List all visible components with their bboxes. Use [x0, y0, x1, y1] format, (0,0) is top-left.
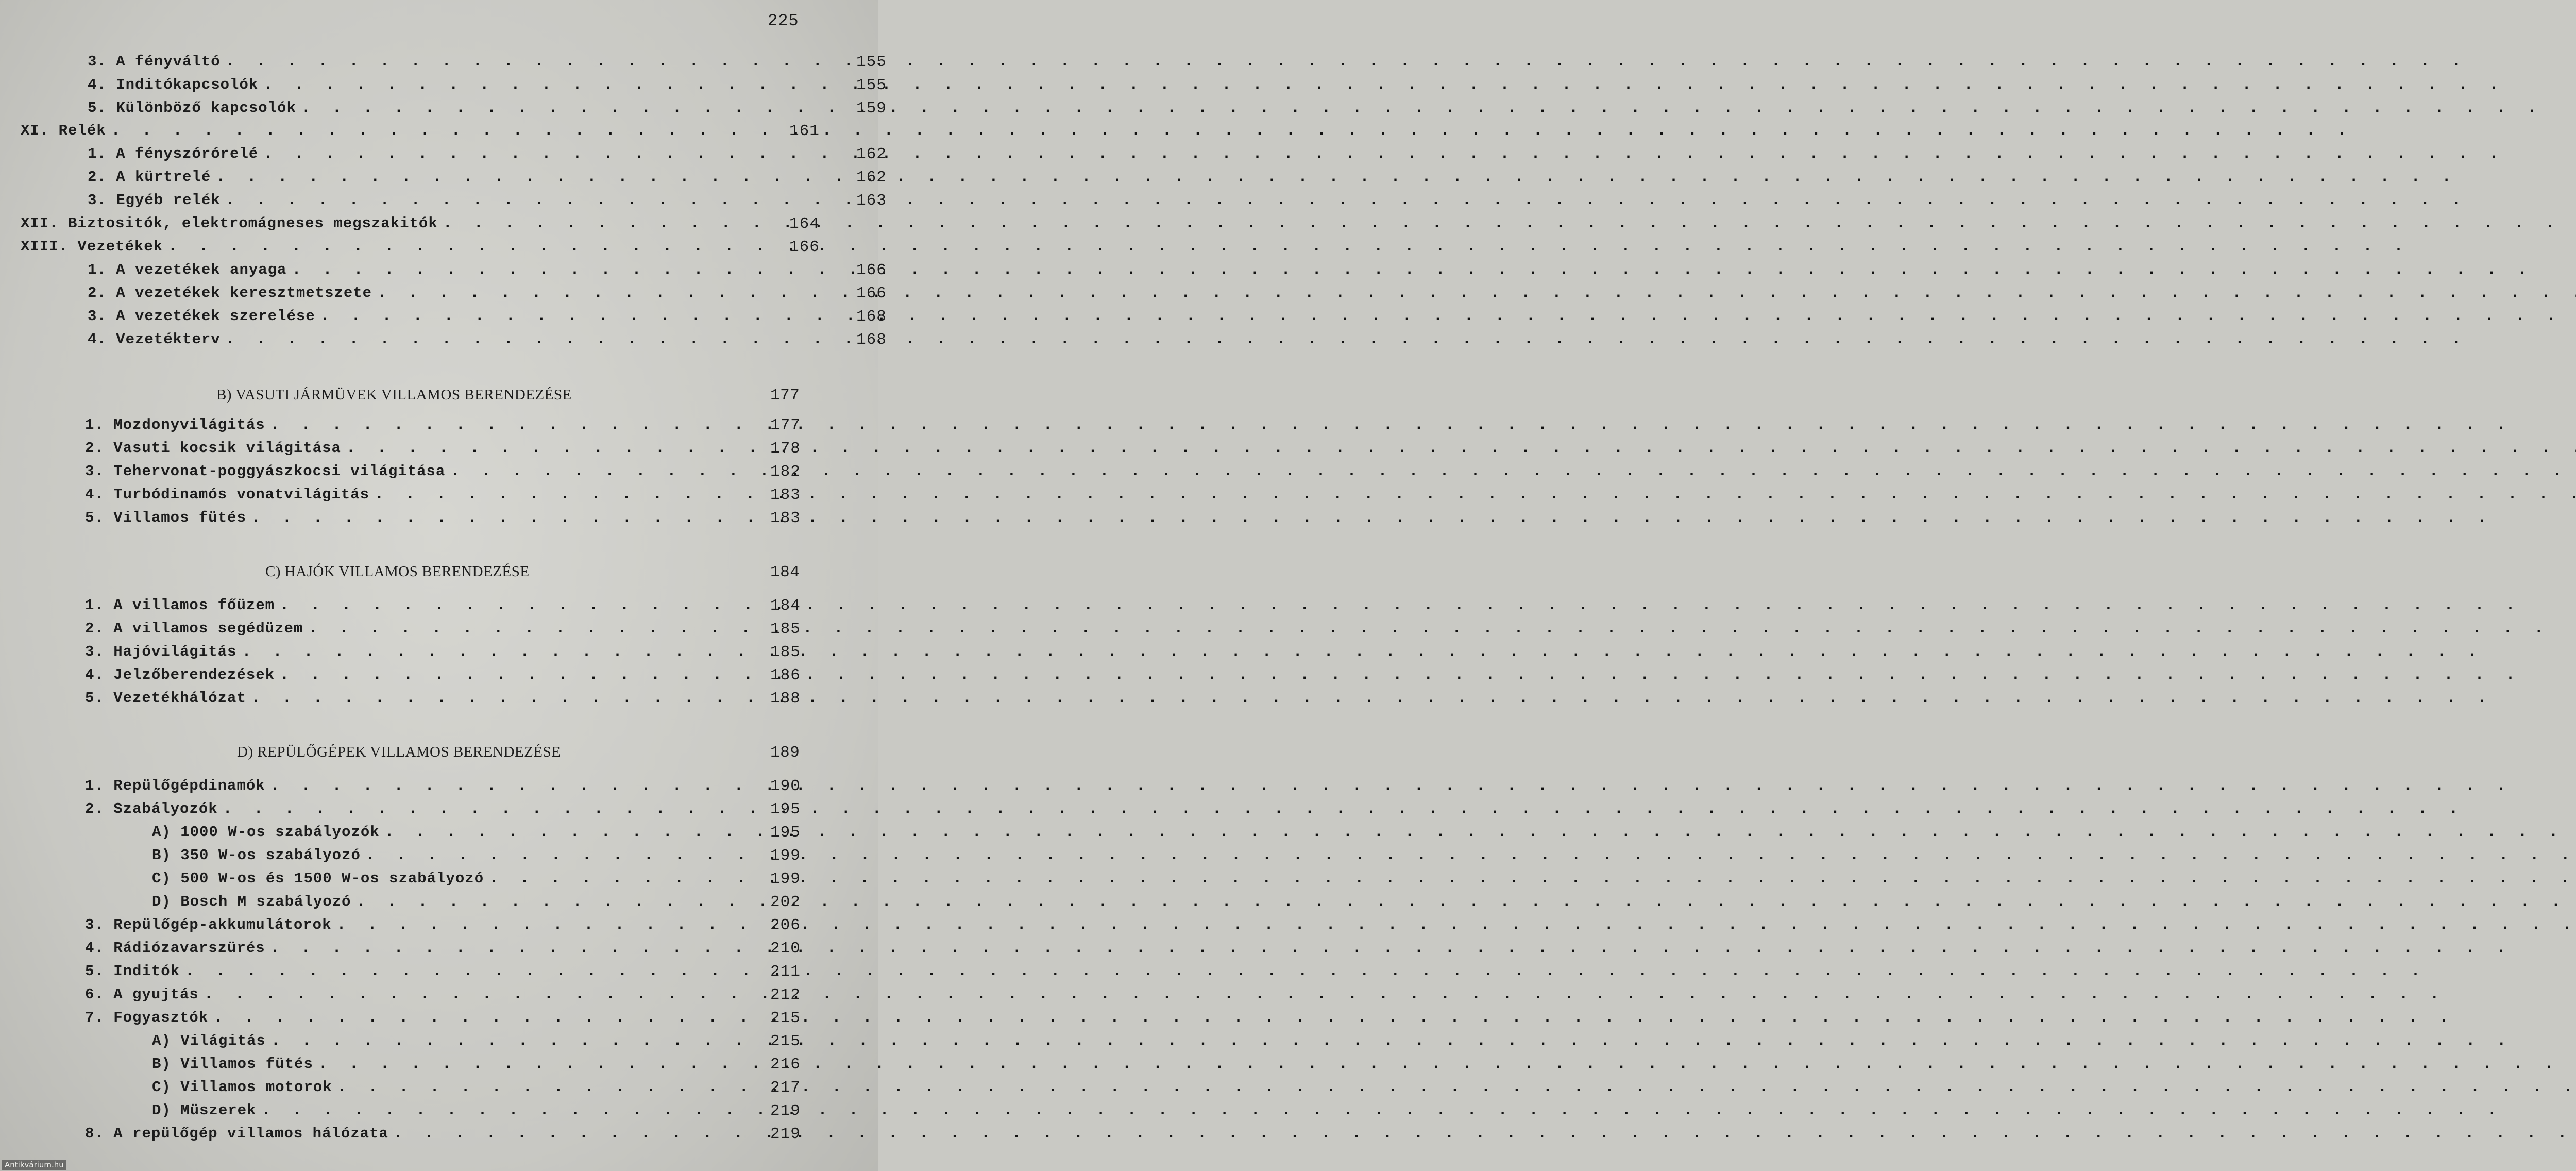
section-heading	[216, 387, 800, 409]
toc-entry-label: 1. Repülőgépdinamók	[85, 777, 265, 794]
toc-entry-page: 188	[770, 690, 801, 708]
leader-dots	[375, 486, 2576, 504]
leader-dots	[450, 463, 2576, 480]
toc-entry-page: 178	[770, 440, 801, 458]
toc-entry	[88, 331, 887, 352]
toc-entry-label: 5. Inditók	[85, 963, 180, 980]
toc-entry-label: 2. A villamos segédüzem	[85, 620, 303, 637]
toc-entry-label: 2. Vasuti kocsik világitása	[85, 440, 341, 457]
toc-entry	[85, 597, 801, 617]
toc-entry-page: 195	[770, 800, 801, 818]
toc-entry-page: 185	[770, 643, 801, 661]
toc-subentry	[152, 1032, 801, 1053]
toc-entry-page: 155	[856, 53, 887, 71]
toc-entry-label: C) 500 W-os és 1500 W-os szabályozó	[152, 870, 484, 887]
toc-subentry	[152, 1056, 801, 1076]
toc-entry	[85, 800, 801, 821]
toc-entry-page: 183	[770, 509, 801, 527]
leader-dots	[270, 940, 2512, 957]
toc-entry	[85, 666, 801, 687]
toc-entry-label: XII. Biztositók, elektromágneses megszakitók	[21, 215, 438, 232]
section-heading	[265, 563, 800, 586]
toc-entry	[85, 1125, 801, 1146]
toc-entry-page: 206	[770, 916, 801, 934]
toc-entry-label: A) Világitás	[152, 1032, 266, 1049]
toc-entry	[85, 963, 801, 983]
toc-entry	[85, 986, 801, 1007]
toc-entry	[85, 916, 801, 937]
toc-entry-label: A) 1000 W-os szabályozók	[152, 824, 380, 841]
toc-entry-label: 1. A villamos főüzem	[85, 597, 275, 614]
toc-entry-page: 217	[770, 1079, 801, 1097]
toc-entry-page: 184	[770, 597, 801, 615]
scanned-page	[0, 0, 887, 1171]
toc-entry-label: XI. Relék	[21, 122, 106, 139]
toc-entry-page: 166	[789, 238, 820, 256]
leader-dots	[346, 440, 2576, 457]
leader-dots	[318, 1056, 2560, 1073]
toc-entry-page: 212	[770, 986, 801, 1004]
toc-entry-page: 202	[770, 893, 801, 911]
toc-entry-label: 7. Fogyasztók	[85, 1009, 209, 1026]
toc-entry-label: 4. Rádiózavarszürés	[85, 940, 265, 957]
toc-entry	[88, 308, 887, 328]
leader-dots	[280, 666, 2521, 684]
leader-dots	[204, 986, 2445, 1003]
toc-entry	[85, 440, 801, 460]
toc-entry	[85, 620, 801, 641]
section-heading-page: 184	[770, 563, 800, 581]
toc-entry-label: XIII. Vezetékek	[21, 238, 163, 255]
section-heading-title: B) VASUTI JÁRMÜVEK VILLAMOS BERENDEZÉSE	[216, 387, 572, 403]
toc-entry-label: 8. A repülőgép villamos hálózata	[85, 1125, 388, 1142]
toc-chapter	[21, 215, 820, 236]
toc-entry	[88, 261, 887, 282]
leader-dots	[270, 416, 2512, 434]
toc-entry-page: 155	[856, 76, 887, 94]
toc-entry-page: 182	[770, 463, 801, 481]
toc-entry-page: 216	[770, 1056, 801, 1074]
toc-entry	[85, 486, 801, 507]
toc-entry-label: 4. Jelzőberendezések	[85, 666, 275, 683]
toc-entry	[88, 169, 887, 189]
toc-chapter	[21, 122, 820, 143]
leader-dots	[271, 1032, 2512, 1050]
section-heading-title: C) HAJÓK VILLAMOS BERENDEZÉSE	[265, 563, 530, 580]
toc-entry-page: 215	[770, 1009, 801, 1027]
leader-dots	[301, 99, 2543, 117]
leader-dots	[356, 893, 2576, 911]
toc-subentry	[152, 847, 801, 867]
toc-entry-label: 3. A vezetékek szerelése	[88, 308, 315, 325]
toc-entry-page: 219	[770, 1125, 801, 1143]
toc-entry-page: 162	[856, 169, 887, 187]
page-number: 225	[768, 11, 799, 30]
toc-entry-page: 195	[770, 824, 801, 842]
toc-entry-page: 185	[770, 620, 801, 638]
leader-dots	[308, 620, 2549, 638]
toc-entry-label: C) Villamos motorok	[152, 1079, 332, 1096]
toc-entry-page: 168	[856, 331, 887, 349]
leader-dots	[251, 509, 2493, 527]
toc-entry-page: 163	[856, 192, 887, 210]
toc-subentry	[152, 870, 801, 891]
toc-entry-label: 2. A vezetékek keresztmetszete	[88, 285, 372, 302]
watermark-logo: Antikvárium.hu	[2, 1160, 66, 1170]
toc-entry	[85, 643, 801, 664]
toc-entry-label: 1. Mozdonyvilágitás	[85, 416, 265, 433]
toc-entry-label: D) Müszerek	[152, 1102, 257, 1119]
leader-dots	[385, 824, 2576, 841]
leader-dots	[280, 597, 2521, 614]
toc-entry-label: B) Villamos fütés	[152, 1056, 313, 1073]
toc-entry-label: 5. Villamos fütés	[85, 509, 246, 526]
toc-entry-label: 3. Repülőgép-akkumulátorok	[85, 916, 332, 933]
toc-entry	[85, 690, 801, 710]
leader-dots	[168, 238, 2409, 256]
leader-dots	[270, 777, 2512, 795]
section-heading-page: 189	[770, 744, 800, 762]
toc-entry-label: 2. Szabályozók	[85, 800, 218, 817]
section-heading	[237, 744, 800, 766]
leader-dots	[263, 145, 2504, 163]
toc-subentry	[152, 1079, 801, 1099]
toc-subentry	[152, 1102, 801, 1123]
toc-entry-page: 210	[770, 940, 801, 958]
toc-entry-label: D) Bosch M szabályozó	[152, 893, 351, 910]
toc-entry-page: 161	[789, 122, 820, 140]
toc-entry	[85, 509, 801, 530]
toc-entry-page: 190	[770, 777, 801, 795]
section-heading-page: 177	[770, 387, 800, 405]
toc-entry-label: 3. A fényváltó	[88, 53, 221, 70]
toc-entry-page: 177	[770, 416, 801, 434]
toc-entry	[85, 463, 801, 483]
toc-entry-label: 4. Turbódinamós vonatvilágitás	[85, 486, 370, 503]
leader-dots	[336, 916, 2576, 934]
leader-dots	[377, 285, 2576, 302]
toc-entry-page: 199	[770, 870, 801, 888]
toc-entry-label: 1. A vezetékek anyaga	[88, 261, 287, 278]
section-heading-title: D) REPÜLŐGÉPEK VILLAMOS BERENDEZÉSE	[237, 744, 561, 760]
toc-entry-label: 4. Vezetékterv	[88, 331, 221, 348]
leader-dots	[292, 261, 2533, 279]
leader-dots	[242, 643, 2483, 661]
toc-entry	[88, 53, 887, 74]
leader-dots	[185, 963, 2426, 980]
leader-dots	[111, 122, 2352, 140]
toc-entry-page: 164	[789, 215, 820, 233]
toc-entry	[85, 777, 801, 798]
toc-entry	[88, 76, 887, 97]
leader-dots	[443, 215, 2576, 232]
leader-dots	[489, 870, 2576, 888]
toc-entry-label: 3. Egyéb relék	[88, 192, 221, 209]
toc-entry-page: 162	[856, 145, 887, 163]
toc-entry-page: 186	[770, 666, 801, 684]
toc-entry-page: 215	[770, 1032, 801, 1050]
toc-entry	[88, 145, 887, 166]
toc-entry-label: 3. Hajóvilágitás	[85, 643, 237, 660]
toc-entry-label: B) 350 W-os szabályozó	[152, 847, 361, 864]
toc-entry-page: 219	[770, 1102, 801, 1120]
leader-dots	[366, 847, 2576, 864]
toc-entry	[85, 940, 801, 960]
toc-subentry	[152, 824, 801, 844]
leader-dots	[263, 76, 2504, 94]
toc-subentry	[152, 893, 801, 914]
toc-entry-page: 168	[856, 308, 887, 326]
leader-dots	[213, 1009, 2454, 1027]
leader-dots	[394, 1125, 2576, 1143]
leader-dots	[251, 690, 2493, 707]
toc-entry	[88, 285, 887, 305]
leader-dots	[216, 169, 2457, 186]
toc-entry-page: 183	[770, 486, 801, 504]
leader-dots	[226, 53, 2467, 71]
toc-entry	[85, 1009, 801, 1030]
toc-entry-label: 6. A gyujtás	[85, 986, 199, 1003]
toc-entry-label: 3. Tehervonat-poggyászkocsi világitása	[85, 463, 446, 480]
toc-entry-page: 166	[856, 285, 887, 303]
toc-entry-label: 2. A kürtrelé	[88, 169, 211, 186]
leader-dots	[261, 1102, 2502, 1119]
toc-entry	[88, 192, 887, 212]
toc-entry-page: 166	[856, 261, 887, 279]
toc-entry-page: 211	[770, 963, 801, 981]
toc-entry-page: 199	[770, 847, 801, 865]
toc-entry-label: 5. Vezetékhálózat	[85, 690, 246, 707]
toc-entry-label: 1. A fényszórórelé	[88, 145, 259, 162]
leader-dots	[223, 800, 2464, 818]
leader-dots	[320, 308, 2562, 325]
toc-entry-page: 159	[856, 99, 887, 118]
leader-dots	[226, 331, 2467, 348]
leader-dots	[226, 192, 2467, 209]
toc-entry	[88, 99, 887, 120]
toc-entry-label: 4. Inditókapcsolók	[88, 76, 259, 93]
toc-entry	[85, 416, 801, 437]
leader-dots	[337, 1079, 2576, 1096]
toc-chapter	[21, 238, 820, 259]
toc-entry-label: 5. Különböző kapcsolók	[88, 99, 296, 116]
